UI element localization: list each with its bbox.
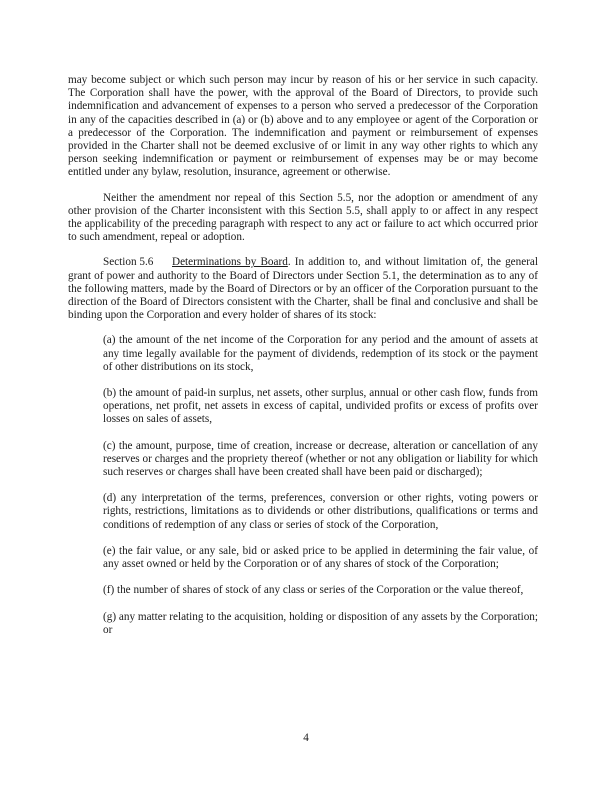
list-item-f: (f) the number of shares of stock of any class or series of the Corporation or the value thereof, (103, 584, 524, 597)
paragraph-amendment: Neither the amendment nor repeal of this Section 5.5, nor the adoption or amendment of any other provision of the Charter inconsistent with this Section 5.5, shall apply to or affect in any respect the applicability of the preceding paragraph with respect to any act or failure to act which occurred prior to such amendment, repeal or adoption. (68, 191, 538, 244)
page-number: 4 (303, 732, 309, 744)
list-item-d: (d) any interpretation of the terms, preferences, conversion or other rights, voting powers or rights, restrictions, limitations as to dividends or other distributions, qualifications or terms and conditions of redemption of any class or series of stock of the Corporation, (103, 492, 538, 531)
section-label: Section 5.6 (103, 256, 154, 269)
list-item-c: (c) the amount, purpose, time of creation, increase or decrease, alteration or cancellation of any reserves or charges and the propriety thereof (whether or not any obligation or liability for which such reserves or charges shall have been created shall have been paid or discharged); (103, 439, 538, 479)
document-body (68, 74, 538, 650)
list-item-b: (b) the amount of paid-in surplus, net assets, other surplus, annual or other cash flow, funds from operations, net profit, net assets in excess of capital, undivided profits or excess of profits over losses on sales of assets, (103, 387, 538, 426)
list-item-e: (e) the fair value, or any sale, bid or asked price to be applied in determining the fair value, of any asset owned or held by the Corporation or of any shares of stock of the Corporation; (103, 544, 538, 571)
list-item-g: (g) any matter relating to the acquisition, holding or disposition of any assets by the Corporation; or (103, 610, 538, 636)
section-heading: Determinations by Board (172, 256, 288, 269)
paragraph-continuation: may become subject or which such person may incur by reason of his or her service in such capacity. The Corporation shall have the power, with the approval of the Board of Directors, to provide such indemnification and advancement of expenses to a person who served a predecessor of the Corporation in any of the capacities described in (a) or (b) above and to any employee or agent of the Corporation or a predecessor of the Corporation. The indemnification and payment or reimbursement of expenses provided in the Charter shall not be deemed exclusive of or limit in any way other rights to which any person seeking indemnification or payment or reimbursement of expenses may be or may become entitled under any bylaw, resolution, insurance, agreement or otherwise. (68, 74, 538, 179)
list-item-a: (a) the amount of the net income of the Corporation for any period and the amount of assets at any time legally available for the payment of dividends, redemption of its stock or the payment of other distributions on its stock, (103, 334, 538, 373)
section-5-6-paragraph (68, 256, 538, 322)
section-text: . In addition to, and without limitation of, the general grant of power and authority to the Board of Directors under Section 5.1, the determination as to any of the following matters, made by the Board of Directors or by an officer of the Corporation pursuant to the direction of the Board of Directors consistent with the Charter, shall be final and conclusive and shall be binding upon the Corporation and every holder of shares of its stock: (68, 256, 539, 322)
